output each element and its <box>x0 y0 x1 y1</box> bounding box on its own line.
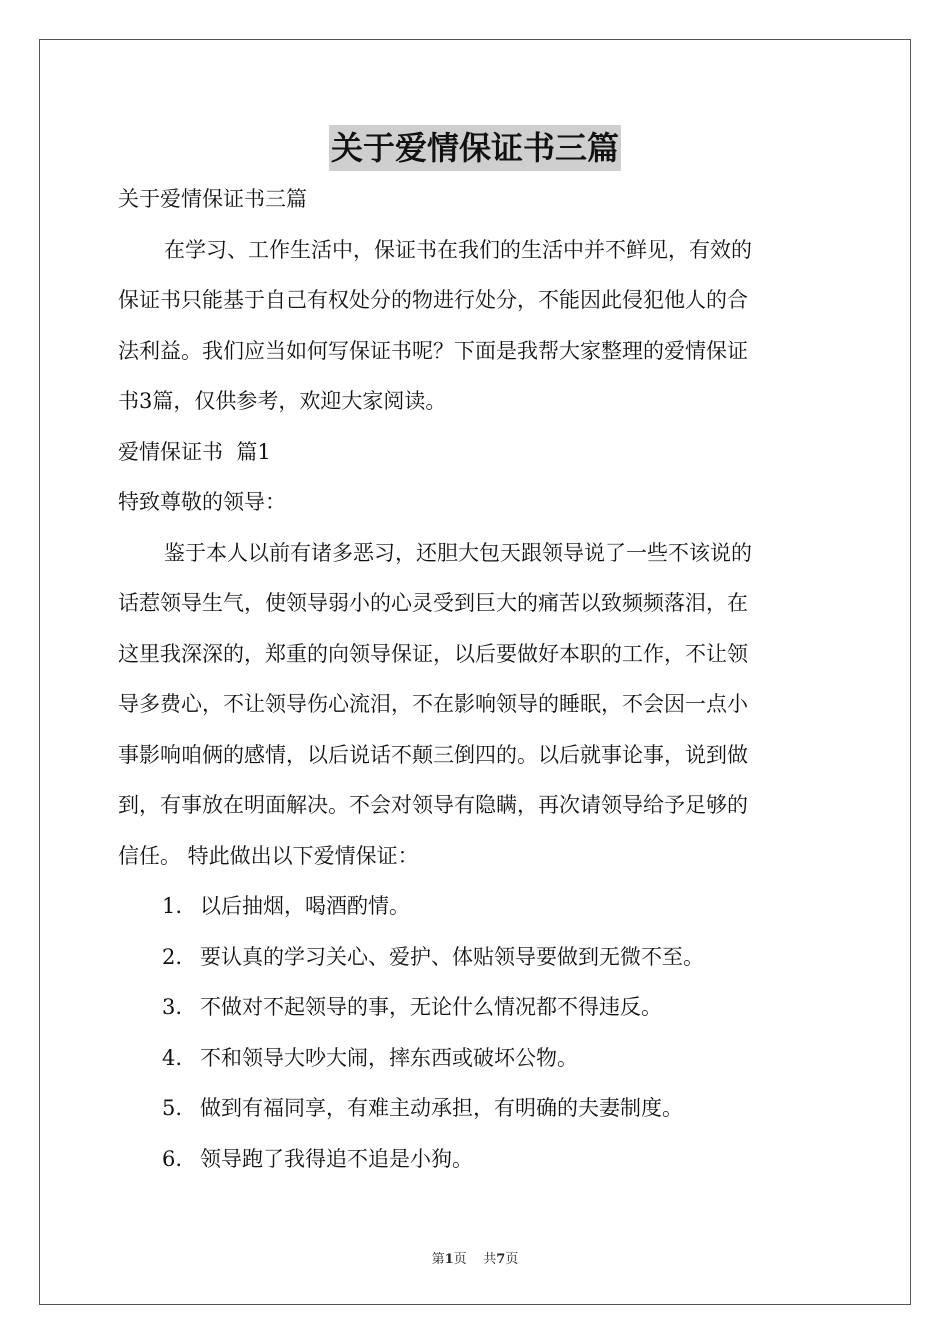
list-item-number: 2. <box>162 944 183 969</box>
list-item <box>118 1087 833 1138</box>
intro-line: 在学习、工作生活中，保证书在我们的生活中并不鲜见，有效的 <box>164 237 752 262</box>
body-line: 事影响咱俩的感情，以后说话不颠三倒四的。以后就事论事，说到做 <box>118 742 748 767</box>
footer-page-total: 7 <box>496 1252 506 1267</box>
list-item-number: 6. <box>162 1146 183 1171</box>
document-subtitle: 关于爱情保证书三篇 <box>118 187 307 211</box>
footer-total-prefix: 共 <box>483 1252 497 1267</box>
list-item-number: 4. <box>162 1045 183 1070</box>
body-line: 话惹领导生气，使领导弱小的心灵受到巨大的痛苦以致频频落泪，在 <box>118 591 748 615</box>
body-line: 导多费心，不让领导伤心流泪，不在影响领导的睡眠，不会因一点小 <box>118 692 748 716</box>
document-body <box>118 178 833 1188</box>
intro-line: 书3篇，仅供参考，欢迎大家阅读。 <box>118 389 447 413</box>
list-item <box>118 936 833 987</box>
body-line: 到，有事放在明面解决。不会对领导有隐瞒，再次请领导给予足够的 <box>118 793 748 817</box>
list-item-text: 领导跑了我得追不追是小狗。 <box>200 1146 473 1171</box>
list-item-text: 不做对不起领导的事，无论什么情况都不得违反。 <box>200 995 662 1019</box>
footer-total-suffix: 页 <box>505 1252 519 1267</box>
intro-line: 法利益。我们应当如何写保证书呢？下面是我帮大家整理的爱情保证 <box>118 338 748 363</box>
list-item <box>118 885 833 936</box>
document-title: 关于爱情保证书三篇 <box>329 125 621 171</box>
list-item-number: 1. <box>162 894 183 918</box>
body-line: 鉴于本人以前有诸多恶习，还胆大包天跟领导说了一些不该说的 <box>164 540 752 565</box>
salutation: 特致尊敬的领导： <box>118 490 286 514</box>
body-line: 这里我深深的，郑重的向领导保证，以后要做好本职的工作，不让领 <box>118 641 748 666</box>
list-item-text: 要认真的学习关心、爱护、体贴领导要做到无微不至。 <box>200 944 704 969</box>
footer-page-current: 1 <box>444 1252 454 1267</box>
list-item <box>118 1037 833 1088</box>
list-item <box>118 1138 833 1189</box>
page-footer <box>0 1248 950 1267</box>
title-container <box>0 125 950 171</box>
list-item-number: 3. <box>162 995 183 1019</box>
list-item <box>118 986 833 1037</box>
body-line: 信任。 特此做出以下爱情保证： <box>118 843 419 868</box>
list-item-text: 不和领导大吵大闹，摔东西或破坏公物。 <box>200 1045 578 1070</box>
footer-page-prefix: 第 <box>431 1252 445 1267</box>
list-item-text: 以后抽烟，喝酒酌情。 <box>200 894 410 918</box>
footer-page-suffix: 页 <box>453 1252 467 1267</box>
list-item-number: 5. <box>162 1096 183 1120</box>
intro-line: 保证书只能基于自己有权处分的物进行处分，不能因此侵犯他人的合 <box>118 288 748 312</box>
section-heading: 爱情保证书 篇1 <box>118 439 271 464</box>
list-item-text: 做到有福同享，有难主动承担，有明确的夫妻制度。 <box>200 1096 683 1120</box>
